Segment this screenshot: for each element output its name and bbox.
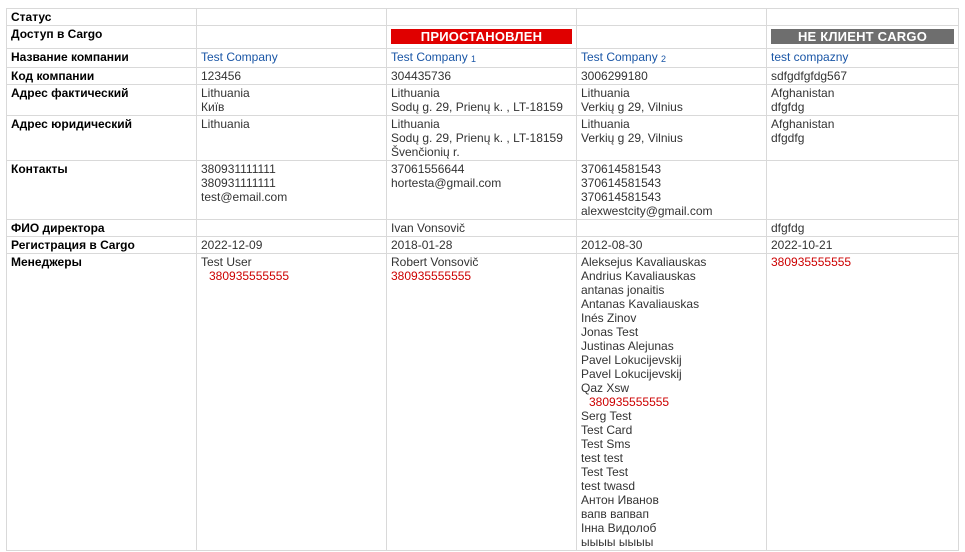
label-legal-address: Адрес юридический <box>7 116 197 161</box>
contact-phone: 370614581543 <box>581 176 662 190</box>
registration-date-cell: 2022-12-09 <box>197 237 387 254</box>
label-actual-address: Адрес фактический <box>7 85 197 116</box>
address-line: Lithuania <box>581 117 630 131</box>
row-managers <box>7 254 959 551</box>
manager-name: test twasd <box>581 479 636 493</box>
managers-cell <box>387 254 577 551</box>
registration-date-cell: 2022-10-21 <box>767 237 959 254</box>
company-link[interactable]: Test Company <box>201 50 278 64</box>
contact-phone: 370614581543 <box>581 162 662 176</box>
company-link[interactable] <box>581 50 666 64</box>
row-director <box>7 220 959 237</box>
manager-name: Pavel Lokucijevskij <box>581 367 682 381</box>
manager-name: Test Sms <box>581 437 631 451</box>
manager-name: Andrius Kavaliauskas <box>581 269 696 283</box>
access-cell <box>387 26 577 49</box>
manager-name: Jonas Test <box>581 325 639 339</box>
manager-phone[interactable]: 380935555555 <box>391 269 472 283</box>
legal-address-cell <box>387 116 577 161</box>
contact-phone: 380931111111 <box>201 162 276 176</box>
manager-phone[interactable]: 380935555555 <box>209 269 290 283</box>
manager-name: Serg Test <box>581 409 632 423</box>
company-name-cell <box>767 49 959 68</box>
managers-cell <box>577 254 767 551</box>
address-line: Lithuania <box>391 117 440 131</box>
legal-address-cell <box>577 116 767 161</box>
actual-address-cell <box>387 85 577 116</box>
contacts-cell <box>767 161 959 220</box>
manager-name: test test <box>581 451 624 465</box>
contacts-cell <box>197 161 387 220</box>
status-cell <box>197 9 387 26</box>
label-managers: Менеджеры <box>7 254 197 551</box>
row-actual-address <box>7 85 959 116</box>
address-line: Київ <box>201 100 225 114</box>
manager-name: antanas jonaitis <box>581 283 665 297</box>
status-cell <box>767 9 959 26</box>
label-access: Доступ в Cargo <box>7 26 197 49</box>
manager-name: Test Test <box>581 465 629 479</box>
contacts-cell <box>387 161 577 220</box>
suspended-badge: ПРИОСТАНОВЛЕН <box>391 29 572 44</box>
contacts-cell <box>577 161 767 220</box>
row-company-code <box>7 68 959 85</box>
address-line: Lithuania <box>201 117 250 131</box>
contact-email: hortesta@gmail.com <box>391 176 502 190</box>
row-registration <box>7 237 959 254</box>
director-cell: Ivan Vonsovič <box>387 220 577 237</box>
manager-phone[interactable]: 380935555555 <box>589 395 670 409</box>
company-link-text: Test Company <box>391 50 472 64</box>
label-status: Статус <box>7 9 197 26</box>
actual-address-cell <box>767 85 959 116</box>
company-comparison <box>6 8 958 547</box>
company-link-suffix: 1 <box>471 54 477 64</box>
manager-name: Test User <box>201 255 252 269</box>
row-status <box>7 9 959 26</box>
contact-email: alexwestcity@gmail.com <box>581 204 713 218</box>
director-cell <box>577 220 767 237</box>
company-code-cell: 3006299180 <box>577 68 767 85</box>
company-link[interactable]: test compazny <box>771 50 849 64</box>
contact-email: test@email.com <box>201 190 288 204</box>
managers-cell <box>767 254 959 551</box>
actual-address-cell <box>577 85 767 116</box>
managers-cell <box>197 254 387 551</box>
registration-date-cell: 2018-01-28 <box>387 237 577 254</box>
address-line: Sodų g. 29, Prienų k. , LT-18159 <box>391 100 563 114</box>
manager-name: Antanas Kavaliauskas <box>581 297 700 311</box>
address-line: Lithuania <box>391 86 440 100</box>
company-link[interactable] <box>391 50 476 64</box>
manager-name: Inés Zinov <box>581 311 637 325</box>
row-contacts <box>7 161 959 220</box>
address-line: Švenčionių r. <box>391 145 460 159</box>
row-access <box>7 26 959 49</box>
address-line: dfgdfg <box>771 131 805 145</box>
address-line: Verkių g 29, Vilnius <box>581 131 683 145</box>
actual-address-cell <box>197 85 387 116</box>
company-comparison-table <box>6 8 959 551</box>
manager-name: Антон Иванов <box>581 493 659 507</box>
manager-name: Qaz Xsw <box>581 381 630 395</box>
address-line: Sodų g. 29, Prienų k. , LT-18159 <box>391 131 563 145</box>
manager-name: Pavel Lokucijevskij <box>581 353 682 367</box>
director-cell <box>197 220 387 237</box>
status-cell <box>577 9 767 26</box>
address-line: Lithuania <box>581 86 630 100</box>
manager-name: ыыыы ыыыы <box>581 535 654 549</box>
manager-name: Aleksejus Kavaliauskas <box>581 255 707 269</box>
address-line: Lithuania <box>201 86 250 100</box>
not-client-badge: НЕ КЛИЕНТ CARGO <box>771 29 954 44</box>
label-company-code: Код компании <box>7 68 197 85</box>
manager-phone[interactable]: 380935555555 <box>771 255 852 269</box>
company-name-cell <box>387 49 577 68</box>
company-name-cell <box>577 49 767 68</box>
label-contacts: Контакты <box>7 161 197 220</box>
row-company-name <box>7 49 959 68</box>
label-company-name: Название компании <box>7 49 197 68</box>
manager-name: Robert Vonsovič <box>391 255 479 269</box>
director-cell: dfgfdg <box>767 220 959 237</box>
label-registration: Регистрация в Cargo <box>7 237 197 254</box>
legal-address-cell <box>197 116 387 161</box>
access-cell <box>767 26 959 49</box>
contact-phone: 37061556644 <box>391 162 465 176</box>
row-legal-address <box>7 116 959 161</box>
address-line: Afghanistan <box>771 86 835 100</box>
company-name-cell <box>197 49 387 68</box>
address-line: dfgfdg <box>771 100 805 114</box>
contact-phone: 380931111111 <box>201 176 276 190</box>
company-code-cell: 304435736 <box>387 68 577 85</box>
manager-name: Test Card <box>581 423 633 437</box>
access-cell <box>197 26 387 49</box>
label-director: ФИО директора <box>7 220 197 237</box>
company-code-cell: sdfgdfgfdg567 <box>767 68 959 85</box>
manager-name: Інна Видолоб <box>581 521 657 535</box>
company-link-text: Test Company <box>581 50 662 64</box>
registration-date-cell: 2012-08-30 <box>577 237 767 254</box>
manager-name: Justinas Alejunas <box>581 339 674 353</box>
status-cell <box>387 9 577 26</box>
company-code-cell: 123456 <box>197 68 387 85</box>
company-link-suffix: 2 <box>661 54 667 64</box>
access-cell <box>577 26 767 49</box>
contact-phone: 370614581543 <box>581 190 662 204</box>
legal-address-cell <box>767 116 959 161</box>
manager-name: вапв вапвап <box>581 507 649 521</box>
address-line: Afghanistan <box>771 117 835 131</box>
address-line: Verkių g 29, Vilnius <box>581 100 683 114</box>
